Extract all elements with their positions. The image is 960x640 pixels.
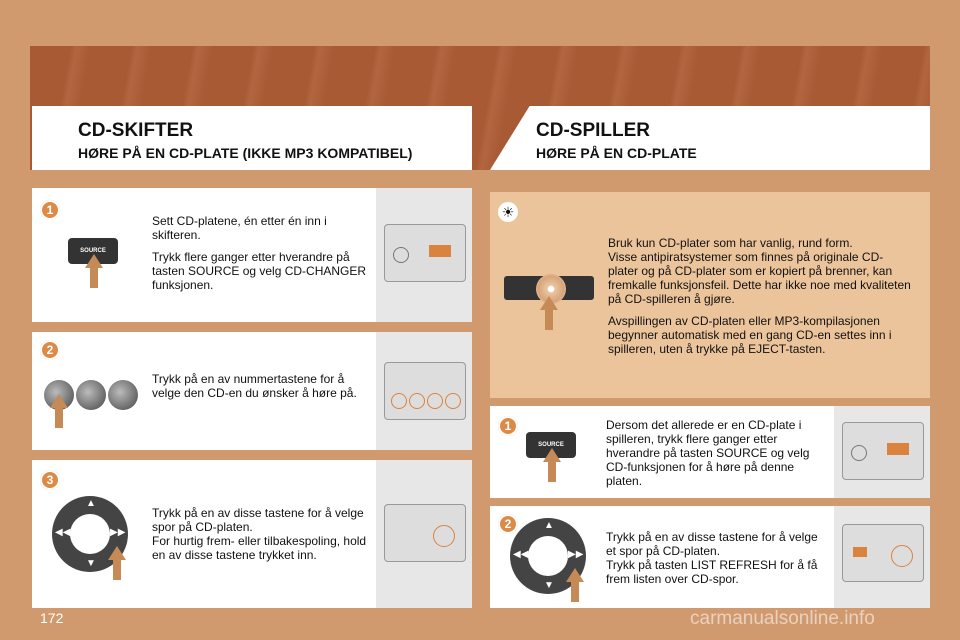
radio-illustration xyxy=(384,224,466,282)
right-step-1-panel xyxy=(490,406,930,498)
step-number-badge: 1 xyxy=(40,200,60,220)
radio-thumbnail xyxy=(376,460,472,608)
step-number-badge: 2 xyxy=(40,340,60,360)
step-text: Trykk på en av disse tastene for å velge spor på CD-platen. For hurtig frem- eller tilbakespoling, hold en av disse tastene trykket inn. xyxy=(152,506,367,562)
radio-thumbnail xyxy=(376,332,472,450)
info-icon: ☀ xyxy=(498,202,518,222)
press-arrow-icon xyxy=(108,546,126,560)
press-arrow-icon xyxy=(85,254,103,268)
left-step-1-panel xyxy=(32,188,472,322)
watermark: carmanualsonline.info xyxy=(690,608,875,629)
step-text: Dersom det allerede er en CD-plate i spilleren, trykk flere ganger etter hverandre på tasten SOURCE og velg CD-funksjonen for å høre på denne platen. xyxy=(606,418,810,488)
left-section-title: CD-SKIFTER xyxy=(78,120,194,141)
left-step-3-panel xyxy=(32,460,472,608)
left-step-2-panel xyxy=(32,332,472,450)
step-text: Sett CD-platene, én etter én inn i skifteren. Trykk flere ganger etter hverandre på tasten SOURCE og velg CD-CHANGER funksjonen. xyxy=(152,214,367,292)
radio-illustration xyxy=(842,422,924,480)
press-arrow-icon xyxy=(50,394,68,408)
source-button-icon: SOURCE xyxy=(68,238,118,264)
page-number: 172 xyxy=(40,610,64,626)
press-arrow-icon xyxy=(540,296,558,310)
step-number-badge: 3 xyxy=(40,470,60,490)
right-step-2-panel xyxy=(490,506,930,608)
step-text: Trykk på en av nummertastene for å velge den CD-en du ønsker å høre på. xyxy=(152,372,357,400)
navigation-pad-icon: ▲ ▼ ◀◀ ▶▶ xyxy=(52,496,128,572)
step-number-badge: 1 xyxy=(498,416,518,436)
radio-illustration xyxy=(842,524,924,582)
right-note-panel xyxy=(490,192,930,398)
left-section-subtitle: HØRE PÅ EN CD-PLATE (IKKE MP3 KOMPATIBEL) xyxy=(78,145,413,161)
source-button-icon: SOURCE xyxy=(526,432,576,458)
radio-illustration xyxy=(384,362,466,420)
navigation-pad-icon: ▲ ▼ ◀◀ ▶▶ xyxy=(510,518,586,594)
radio-thumbnail xyxy=(834,406,930,498)
step-text: Trykk på en av disse tastene for å velge et spor på CD-platen. Trykk på tasten LIST REFRESH for å få frem listen over CD-spor. xyxy=(606,530,818,586)
right-section-title: CD-SPILLER xyxy=(536,120,650,141)
press-arrow-icon xyxy=(543,448,561,462)
radio-thumbnail xyxy=(376,188,472,322)
number-key-icon xyxy=(108,380,138,410)
step-number-badge: 2 xyxy=(498,514,518,534)
radio-thumbnail xyxy=(834,506,930,608)
number-key-icon xyxy=(76,380,106,410)
note-text: Bruk kun CD-plater som har vanlig, rund form. Visse antipiratsystemer som finnes på originale CD-plater og på CD-plater som er kopiert på brenner, kan fremkalle funksjonsfeil. Dette har ikke noe med kvaliteten på CD-spilleren å gjøre. Avspillingen av CD-platen eller MP3-kompilasjonen begynner automatisk med en gang CD-en settes inn i spilleren, uten å trykke på EJECT-tasten. xyxy=(608,236,911,356)
press-arrow-icon xyxy=(566,568,584,582)
right-section-subtitle: HØRE PÅ EN CD-PLATE xyxy=(536,145,697,161)
radio-illustration xyxy=(384,504,466,562)
